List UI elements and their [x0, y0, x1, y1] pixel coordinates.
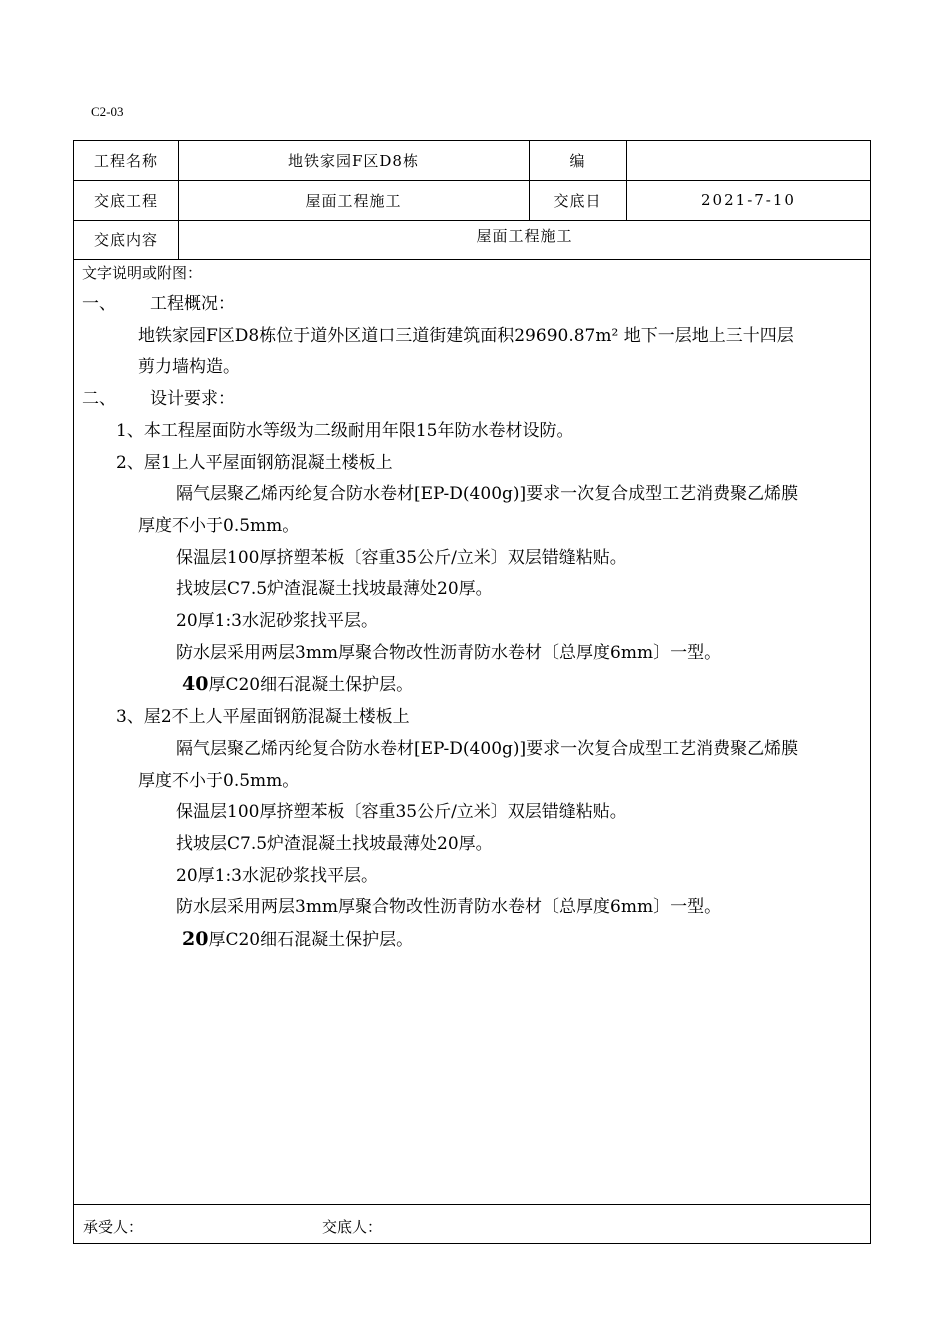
- layer-line: [82, 669, 862, 702]
- overview-line: 地铁家园F区D8栋位于道外区道口三道街建筑面积29690.87m² 地下一层地上三十四层: [138, 325, 794, 346]
- layer-line: 20厚1:3水泥砂浆找平层。: [176, 865, 378, 886]
- requirement-item: 2、屋1上人平屋面钢筋混凝土楼板上: [116, 452, 393, 473]
- number-label: 编: [569, 152, 586, 170]
- intro-text: 文字说明或附图：: [82, 264, 203, 282]
- number-value: [626, 141, 871, 180]
- layer-line: 防水层采用两层3mm厚聚合物改性沥青防水卷材〔总厚度6mm〕一型。: [176, 642, 722, 663]
- requirement-item: 3、屋2不上人平屋面钢筋混凝土楼板上: [116, 707, 410, 728]
- content-value: 屋面工程施工: [476, 226, 573, 245]
- row-divider: [74, 259, 870, 260]
- section-title: 设计要求：: [150, 389, 235, 410]
- layer-line: 保温层100厚挤塑苯板〔容重35公斤/立米〕双层错缝粘贴。: [176, 547, 627, 568]
- section-number: 一、: [82, 294, 116, 314]
- layer-line: 防水层采用两层3mm厚聚合物改性沥青防水卷材〔总厚度6mm〕一型。: [176, 897, 722, 918]
- disclosure-body: [82, 261, 862, 957]
- section-heading: [82, 384, 862, 416]
- requirement-item: 1、本工程屋面防水等级为二级耐用年限15年防水卷材设防。: [116, 420, 574, 441]
- document-code: C2-03: [91, 104, 124, 119]
- item-value: 屋面工程施工: [305, 191, 402, 210]
- layer-line: 保温层100厚挤塑苯板〔容重35公斤/立米〕双层错缝粘贴。: [176, 802, 627, 823]
- layer-text: 厚C20细石混凝土保护层。: [208, 930, 414, 951]
- layer-line: 找坡层C7.5炉渣混凝土找坡最薄处20厚。: [176, 579, 493, 600]
- layer-line: 隔气层聚乙烯丙纶复合防水卷材[EP-D(400g)]要求一次复合成型工艺消费聚乙烯膜: [176, 738, 799, 759]
- section-title: 工程概况：: [150, 294, 235, 314]
- layer-line: 20厚1:3水泥砂浆找平层。: [176, 611, 378, 632]
- content-label: 交底内容: [93, 231, 158, 249]
- receiver-label: 承受人：: [83, 1218, 144, 1236]
- thickness-value: 40: [182, 673, 209, 696]
- date-value: 2021-7-10: [701, 191, 796, 209]
- item-label: 交底工程: [93, 191, 158, 210]
- overview-line: 剪力墙构造。: [138, 357, 240, 378]
- date-label: 交底日: [553, 191, 602, 210]
- disclosure-form: [73, 140, 871, 1244]
- layer-line: 隔气层聚乙烯丙纶复合防水卷材[EP-D(400g)]要求一次复合成型工艺消费聚乙烯膜: [176, 484, 799, 505]
- section-heading: [82, 289, 862, 321]
- layer-line: 厚度不小于0.5mm。: [138, 770, 300, 791]
- layer-line: [82, 924, 862, 957]
- presenter-label: 交底人：: [322, 1218, 383, 1236]
- layer-text: 厚C20细石混凝土保护层。: [208, 675, 414, 696]
- layer-line: 厚度不小于0.5mm。: [138, 515, 300, 536]
- layer-line: 找坡层C7.5炉渣混凝土找坡最薄处20厚。: [176, 833, 493, 854]
- project-name-label: 工程名称: [93, 152, 158, 170]
- project-name-value: 地铁家园F区D8栋: [288, 152, 419, 170]
- section-number: 二、: [82, 389, 116, 410]
- row-divider: [74, 1204, 870, 1205]
- thickness-value: 20: [182, 928, 209, 951]
